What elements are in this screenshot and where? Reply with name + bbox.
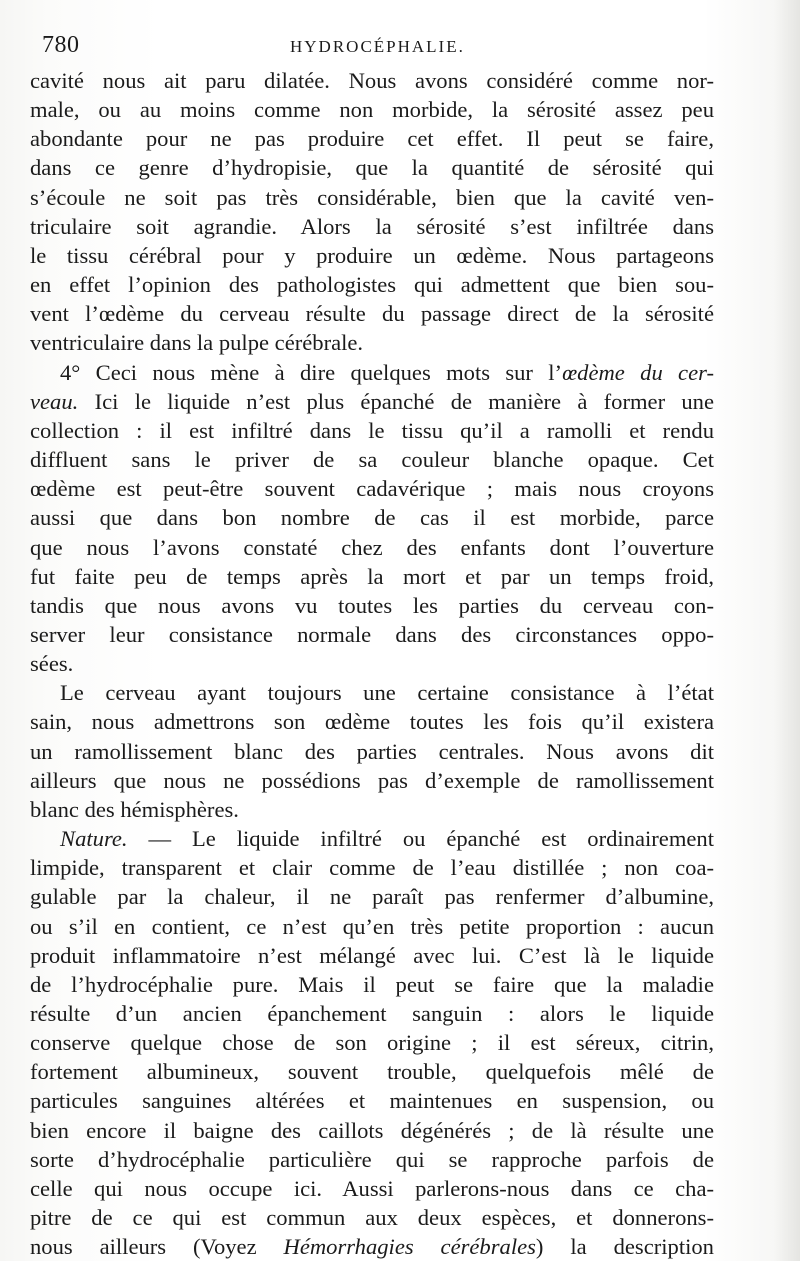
text-line: bien encore il baigne des caillots dégénérés ; de là résulte une xyxy=(30,1117,714,1143)
text-line: conserve quelque chose de son origine ; il est séreux, citrin, xyxy=(30,1030,714,1056)
text-line: pitre de ce qui est commun aux deux espèces, et donnerons- xyxy=(30,1205,714,1231)
text-line: s’écoule ne soit pas très considérable, bien que la cavité ven- xyxy=(30,184,714,210)
text-line: dans ce genre d’hydropisie, que la quantité de sérosité qui xyxy=(30,155,714,181)
text-line: celle qui nous occupe ici. Aussi parlerons-nous dans ce cha- xyxy=(30,1175,714,1201)
paragraph-2 xyxy=(30,358,714,679)
text-line xyxy=(30,387,714,416)
section-label: Nature. xyxy=(60,826,128,852)
text-line: sorte d’hydrocéphalie particulière qui se rapproche parfois de xyxy=(30,1146,714,1172)
text-line: sées. xyxy=(30,651,74,677)
page-number: 780 xyxy=(42,32,80,58)
text-line: male, ou au moins comme non morbide, la sérosité assez peu xyxy=(30,97,714,123)
text-line: aussi que dans bon nombre de cas il est morbide, parce xyxy=(30,505,714,531)
text-line: gulable par la chaleur, il ne paraît pas renfermer d’albumine, xyxy=(30,884,714,910)
italic-term: veau. xyxy=(30,388,79,414)
text-line: particules sanguines altérées et maintenues en suspension, ou xyxy=(30,1088,714,1114)
text-line: limpide, transparent et clair comme de l’eau distillée ; non coa- xyxy=(30,855,714,881)
text-run: nous ailleurs (Voyez xyxy=(30,1234,284,1260)
text-line xyxy=(30,1232,714,1261)
text-run: — Le liquide infiltré ou épanché est ordinairement xyxy=(127,826,714,852)
text-line: vent l’œdème du cerveau résulte du passage direct de la sérosité xyxy=(30,301,714,327)
paragraph-4 xyxy=(30,824,714,1261)
text-line: blanc des hémisphères. xyxy=(30,796,239,822)
text-line: que nous l’avons constaté chez des enfants dont l’ouverture xyxy=(30,534,714,560)
text-line xyxy=(30,824,714,853)
text-line: un ramollissement blanc des parties centrales. Nous avons dit xyxy=(30,738,714,764)
text-line: de l’hydrocéphalie pure. Mais il peut se faire que la maladie xyxy=(30,971,714,997)
text-line: le tissu cérébral pour y produire un œdème. Nous partageons xyxy=(30,242,714,268)
text-line: fortement albumineux, souvent trouble, quelquefois mêlé de xyxy=(30,1059,714,1085)
text-line: collection : il est infiltré dans le tissu qu’il a ramolli et rendu xyxy=(30,417,714,443)
text-line: ventriculaire dans la pulpe cérébrale. xyxy=(30,330,364,356)
text-run: Ici le liquide n’est plus épanché de manière à former une xyxy=(78,388,714,414)
text-line: résulte d’un ancien épanchement sanguin : alors le liquide xyxy=(30,1001,714,1026)
text-line: triculaire soit agrandie. Alors la sérosité s’est infiltrée dans xyxy=(30,213,714,239)
text-line: abondante pour ne pas produire cet effet. Il peut se faire, xyxy=(30,126,714,152)
text-line: ailleurs que nous ne possédions pas d’exemple de ramollissement xyxy=(30,767,714,793)
page-edge-shadow xyxy=(774,0,800,1261)
text-line: œdème est peut-être souvent cadavérique ; mais nous croyons xyxy=(30,476,714,502)
text-line: cavité nous ait paru dilatée. Nous avons considéré comme nor- xyxy=(30,68,714,93)
paragraph-1 xyxy=(30,66,714,358)
text-line: fut faite peu de temps après la mort et par un temps froid, xyxy=(30,563,714,589)
text-run: ) la description xyxy=(535,1234,714,1260)
page-header xyxy=(42,30,742,64)
text-line: en effet l’opinion des pathologistes qui admettent que bien sou- xyxy=(30,272,714,298)
running-title: HYDROCÉPHALIE. xyxy=(290,37,465,56)
text-line: server leur consistance normale dans des circonstances oppo- xyxy=(30,621,714,647)
text-line: sain, nous admettrons son œdème toutes les fois qu’il existera xyxy=(30,709,714,735)
text-line xyxy=(30,358,714,387)
body-text xyxy=(30,66,714,1261)
text-line: ou s’il en contient, ce n’est qu’en très petite proportion : aucun xyxy=(30,913,714,939)
text-line: Le cerveau ayant toujours une certaine consistance à l’état xyxy=(60,680,714,706)
text-line: diffluent sans le priver de sa couleur blanche opaque. Cet xyxy=(30,447,714,473)
cross-reference: Hémorrhagies cérébrales xyxy=(283,1234,536,1260)
text-line: produit inflammatoire n’est mélangé avec lui. C’est là le liquide xyxy=(30,942,714,968)
text-line: tandis que nous avons vu toutes les parties du cerveau con- xyxy=(30,592,714,618)
italic-term: œdème du cer- xyxy=(562,359,714,385)
paragraph-3 xyxy=(30,678,714,824)
text-run: 4° Ceci nous mène à dire quelques mots sur l’ xyxy=(60,359,563,385)
